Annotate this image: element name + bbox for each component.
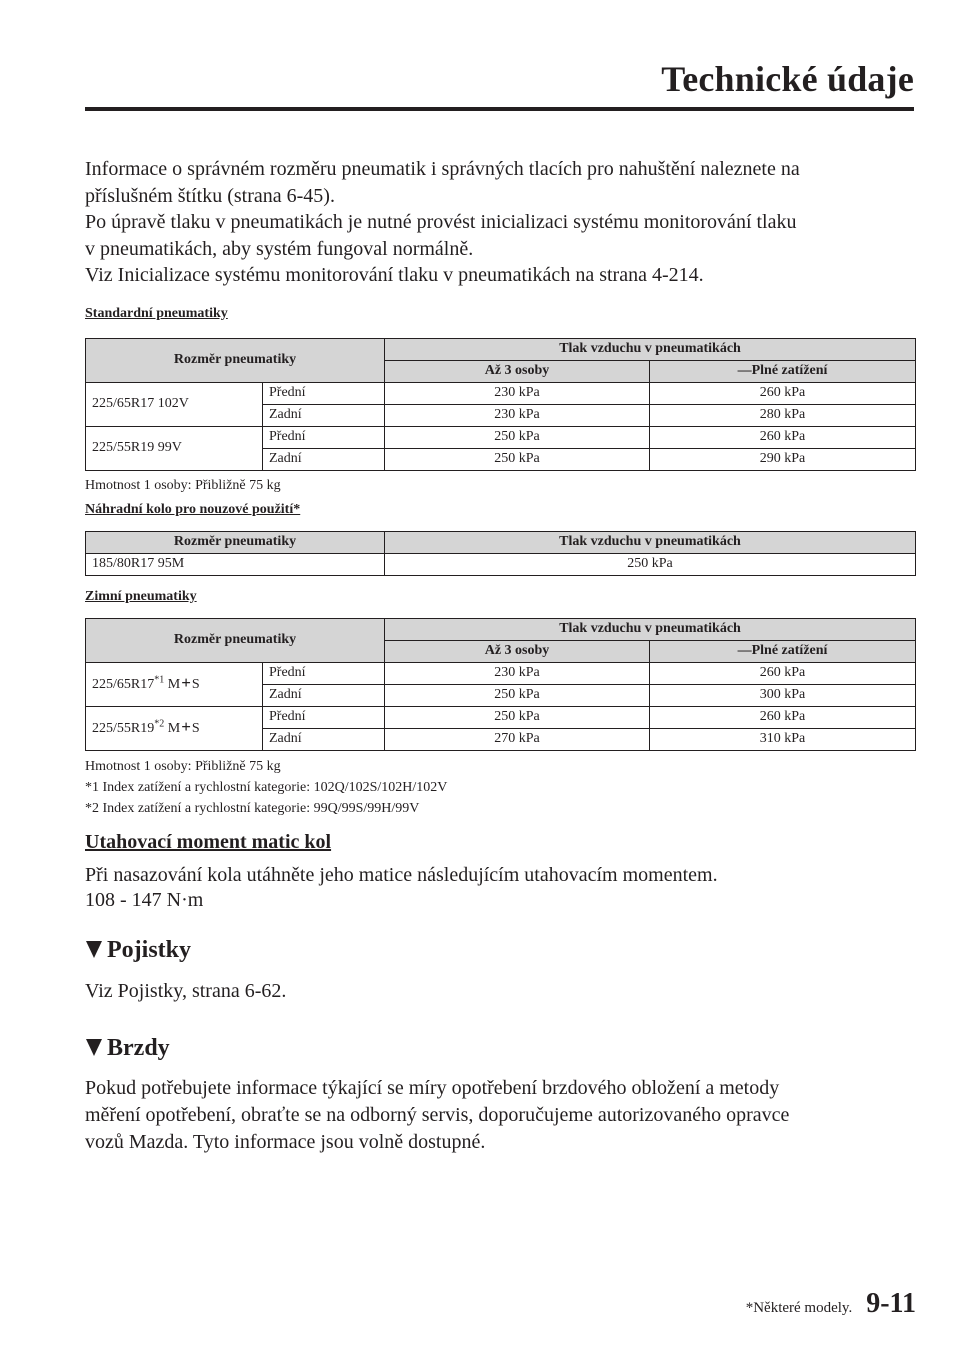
ms-m: M (167, 720, 181, 736)
axle-cell: Přední (263, 426, 385, 448)
mud-snow-plus-icon: + (181, 672, 191, 692)
pressure-cell: 260 kPa (650, 426, 916, 448)
standard-tyres-table (85, 338, 916, 471)
col-header-size: Rozměr pneumatiky (86, 338, 385, 382)
tyre-size-cell: 225/55R19 99V (86, 426, 263, 470)
pressure-cell: 250 kPa (385, 706, 650, 728)
intro-paragraph (85, 156, 915, 289)
pressure-cell: 230 kPa (385, 382, 650, 404)
torque-value: 108 - 147 N·m (85, 888, 204, 911)
pressure-cell: 260 kPa (650, 382, 916, 404)
brakes-title: Brzdy (107, 1034, 170, 1061)
pressure-cell: 250 kPa (385, 448, 650, 470)
fuses-heading (85, 935, 915, 965)
footnote: *2 Index zatížení a rychlostní kategorie: 99Q/99S/99H/99V (85, 800, 420, 816)
pressure-cell: 290 kPa (650, 448, 916, 470)
tyre-size-cell (86, 706, 263, 750)
footnote: *1 Index zatížení a rychlostní kategorie: 102Q/102S/102H/102V (85, 779, 448, 795)
table-row (86, 662, 916, 684)
pressure-cell: 260 kPa (650, 706, 916, 728)
brakes-line: Pokud potřebujete informace týkající se míry opotřebení brzdového obložení a metody (85, 1076, 780, 1099)
page-footer (746, 1288, 916, 1320)
spare-wheel-label: Náhradní kolo pro nouzové použití* (85, 501, 301, 517)
tyre-size-cell (86, 662, 263, 706)
tyre-size-cell: 225/65R17 102V (86, 382, 263, 426)
brakes-heading (85, 1033, 915, 1063)
col-header-load2: —Plné zatížení (650, 640, 916, 662)
ms-s: S (191, 720, 200, 736)
axle-cell: Zadní (263, 448, 385, 470)
page-title: Technické údaje (661, 59, 914, 99)
pressure-cell: 310 kPa (650, 728, 916, 750)
page-content (85, 156, 915, 1156)
fuses-title: Pojistky (107, 936, 191, 963)
intro-line: v pneumatikách, aby systém fungoval normálně. (85, 237, 474, 260)
intro-line: Po úpravě tlaku v pneumatikách je nutné provést inicializaci systému monitorování tlaku (85, 211, 797, 233)
footnote-ref: *1 (154, 673, 165, 685)
pressure-cell: 230 kPa (385, 662, 650, 684)
pressure-cell: 230 kPa (385, 404, 650, 426)
col-header-pressure: Tlak vzduchu v pneumatikách (385, 338, 916, 360)
pressure-cell: 300 kPa (650, 684, 916, 706)
ms-s: S (191, 676, 200, 692)
torque-text: Při nasazování kola utáhněte jeho matice následujícím utahovacím momentem. (85, 863, 718, 886)
triangle-bullet-icon (86, 941, 102, 958)
page-number: 9-11 (866, 1288, 916, 1319)
intro-line: Informace o správném rozměru pneumatik i správných tlacích pro nahuštění naleznete na (85, 158, 800, 180)
winter-tyres-label: Zimní pneumatiky (85, 588, 197, 604)
axle-cell: Přední (263, 382, 385, 404)
ms-m: M (167, 676, 181, 692)
triangle-bullet-icon (86, 1039, 102, 1056)
axle-cell: Přední (263, 662, 385, 684)
footnote-ref: *2 (154, 717, 165, 729)
spare-wheel-table (85, 531, 916, 576)
table-row (86, 382, 916, 404)
col-header-pressure: Tlak vzduchu v pneumatikách (385, 618, 916, 640)
pressure-cell: 250 kPa (385, 426, 650, 448)
footer-note: *Některé modely. (745, 1300, 853, 1316)
pressure-cell: 270 kPa (385, 728, 650, 750)
pressure-cell: 250 kPa (385, 553, 916, 575)
torque-heading: Utahovací moment matic kol (85, 830, 332, 853)
col-header-pressure: Tlak vzduchu v pneumatikách (385, 531, 916, 553)
col-header-load2: —Plné zatížení (650, 360, 916, 382)
standard-tyres-label: Standardní pneumatiky (85, 305, 228, 321)
table-row (86, 553, 916, 575)
header-rule (85, 107, 914, 111)
brakes-line: měření opotřebení, obraťte se na odborný servis, doporučujeme autorizovaného opravce (85, 1103, 790, 1126)
axle-cell: Zadní (263, 684, 385, 706)
brakes-line: vozů Mazda. Tyto informace jsou volně dostupné. (85, 1130, 486, 1153)
intro-line: Viz Inicializace systému monitorování tlaku v pneumatikách na strana 4-214. (85, 264, 704, 286)
pressure-cell: 280 kPa (650, 404, 916, 426)
axle-cell: Zadní (263, 404, 385, 426)
footnote: Hmotnost 1 osoby: Přibližně 75 kg (85, 758, 281, 774)
tyre-size-text: 225/65R17 (92, 676, 155, 692)
axle-cell: Zadní (263, 728, 385, 750)
table-row (86, 706, 916, 728)
winter-notes (85, 756, 915, 819)
intro-line: příslušném štítku (strana 6-45). (85, 184, 335, 207)
winter-tyres-table (85, 618, 916, 751)
col-header-size: Rozměr pneumatiky (86, 531, 385, 553)
col-header-load1: Až 3 osoby (385, 640, 650, 662)
tyre-size-cell: 185/80R17 95M (86, 553, 385, 575)
pressure-cell: 260 kPa (650, 662, 916, 684)
brakes-paragraph (85, 1075, 915, 1156)
col-header-size: Rozměr pneumatiky (86, 618, 385, 662)
col-header-load1: Až 3 osoby (385, 360, 650, 382)
tyre-size-text: 225/55R19 (92, 720, 155, 736)
table-row (86, 426, 916, 448)
axle-cell: Přední (263, 706, 385, 728)
pressure-cell: 250 kPa (385, 684, 650, 706)
fuses-text: Viz Pojistky, strana 6-62. (85, 979, 287, 1002)
mud-snow-plus-icon: + (181, 716, 191, 736)
standard-weight-note: Hmotnost 1 osoby: Přibližně 75 kg (85, 477, 281, 493)
